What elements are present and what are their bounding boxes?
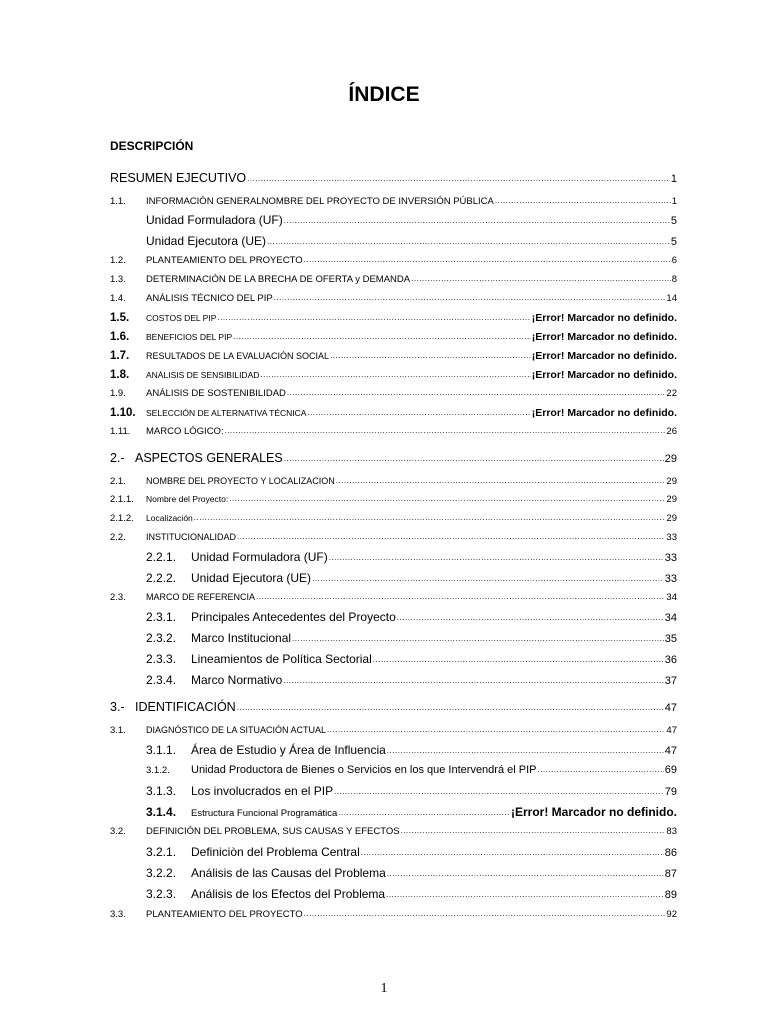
- toc-entry-page: 1: [671, 196, 677, 207]
- dot-leader: [386, 890, 664, 899]
- dot-leader: [267, 237, 670, 246]
- toc-entry-title: INSTITUCIONALIDAD: [146, 532, 237, 542]
- toc-entry[interactable]: [110, 407, 677, 419]
- toc-entry-page: 5: [670, 215, 677, 227]
- toc-entry-title: Nombre del Proyecto:: [146, 494, 229, 504]
- toc-entry-number: 3.1.1.: [146, 743, 177, 757]
- toc-entry-page: 47: [664, 745, 677, 757]
- toc-entry-number: 2.1.1.: [110, 494, 134, 505]
- dot-leader: [217, 313, 530, 322]
- toc-entry-title: Definiciòn del Problema Central: [191, 845, 360, 859]
- toc-entry-title: ANÁLISIS TÉCNICO DEL PIP: [146, 293, 273, 304]
- toc-entry-title: PLANTEAMIENTO DEL PROYECTO: [146, 909, 303, 920]
- toc-entry-title: Marco Normativo: [191, 673, 283, 687]
- toc-entry-title: Marco Institucional: [191, 631, 292, 645]
- toc-entry-title: DEFINICIÓN DEL PROBLEMA, SUS CAUSAS Y EFECTOS: [146, 826, 400, 837]
- toc-entry-page: ¡Error! Marcador no definido.: [531, 407, 677, 419]
- dot-leader: [247, 174, 670, 183]
- toc-entry-number: 1.10.: [110, 407, 136, 419]
- toc-entry[interactable]: [110, 171, 677, 185]
- dot-leader: [361, 848, 664, 857]
- toc-entry[interactable]: [110, 213, 677, 227]
- toc-entry-title: Unidad Productora de Bienes o Servicios en los que Intervendrá el PIP: [191, 764, 537, 776]
- toc-entry-page: 22: [666, 388, 677, 399]
- toc-entry-page: 69: [664, 764, 677, 776]
- toc-entry[interactable]: [110, 476, 677, 487]
- toc-entry-title: Estructura Funcional Programática: [191, 808, 338, 819]
- toc-entry-page: 14: [666, 293, 677, 304]
- dot-leader: [284, 216, 670, 225]
- toc-entry-title: ANÁLISIS DE SOSTENIBILIDAD: [146, 388, 286, 399]
- toc-entry[interactable]: [110, 255, 677, 266]
- toc-entry[interactable]: [146, 631, 677, 645]
- dot-leader: [329, 553, 664, 562]
- toc-entry-title: Unidad Formuladora (UF): [191, 550, 328, 564]
- toc-entry-title: Área de Estudio y Área de Influencia: [191, 743, 386, 757]
- dot-leader: [387, 869, 664, 878]
- toc-entry-number: 3.3.: [110, 909, 126, 920]
- toc-entry-page: 92: [666, 909, 677, 920]
- toc-entry-title: Análisis de los Efectos del Problema: [191, 887, 386, 901]
- toc-entry-number: 1.11.: [110, 426, 131, 437]
- toc-entry[interactable]: [146, 784, 677, 798]
- dot-leader: [274, 293, 666, 302]
- toc-entry-page: 47: [666, 725, 677, 736]
- toc-entry-title: ANÁLISIS DE SENSIBILIDAD: [146, 370, 260, 380]
- toc-entry[interactable]: [110, 725, 677, 736]
- toc-entry-number: 1.3.: [110, 274, 126, 285]
- toc-entry-number: 1.7.: [110, 350, 130, 362]
- toc-entry[interactable]: [146, 571, 677, 585]
- toc-entry-number: 2.3.4.: [146, 673, 177, 687]
- dot-leader: [225, 426, 666, 435]
- dot-leader: [401, 826, 666, 835]
- toc-entry-number: 1.4.: [110, 293, 126, 304]
- toc-entry-page: ¡Error! Marcador no definido.: [531, 312, 677, 324]
- toc-entry[interactable]: [146, 845, 677, 859]
- toc-entry-title: DETERMINACIÓN DE LA BRECHA DE OFERTA y DEMANDA: [146, 274, 411, 285]
- toc-entry-title: ASPECTOS GENERALES: [135, 451, 283, 465]
- toc-entry-number: 3.1.: [110, 725, 126, 736]
- toc-entry-title: BENEFICIOS DEL PIP: [146, 332, 233, 342]
- toc-entry-page: 6: [671, 255, 677, 266]
- toc-entry[interactable]: [146, 652, 677, 666]
- toc-entry-number: 2.2.1.: [146, 550, 177, 564]
- dot-leader: [537, 765, 663, 774]
- toc-entry-title: COSTOS DEL PIP: [146, 313, 217, 323]
- toc-entry-page: 34: [666, 592, 677, 603]
- toc-entry-number: 3.1.2.: [146, 765, 170, 776]
- dot-leader: [233, 332, 531, 341]
- toc-entry-number: 3.1.4.: [146, 805, 177, 819]
- page-title: ÍNDICE: [348, 83, 420, 106]
- toc-entry-title: RESULTADOS DE LA EVALUACIÓN SOCIAL: [146, 351, 330, 361]
- footer-page-number: 1: [380, 981, 388, 996]
- toc-entry-number: 2.-: [110, 451, 125, 465]
- toc-entry[interactable]: [146, 805, 677, 819]
- toc-entry-title: Unidad Ejecutora (UE): [191, 571, 312, 585]
- dot-leader: [256, 592, 665, 601]
- toc-entry-number: 2.1.: [110, 476, 126, 487]
- toc-entry-title: Unidad Formuladora (UF): [146, 213, 283, 227]
- toc-entry-title: MARCO DE REFERENCIA: [146, 592, 256, 602]
- toc-entry-number: 2.1.2.: [110, 513, 134, 524]
- toc-entry-number: 1.2.: [110, 255, 126, 266]
- dot-leader: [307, 408, 530, 417]
- toc-entry-title: IDENTIFICACIÓN: [135, 700, 236, 714]
- dot-leader: [304, 909, 666, 918]
- dot-leader: [283, 676, 663, 685]
- toc-entry-number: 2.2.2.: [146, 571, 177, 585]
- toc-entry[interactable]: [110, 331, 677, 343]
- toc-entry-number: 3.2.2.: [146, 866, 177, 880]
- dot-leader: [260, 370, 530, 379]
- toc-entry-page: 29: [666, 494, 677, 505]
- toc-entry-number: 3.1.3.: [146, 784, 177, 798]
- toc-entry[interactable]: [110, 426, 677, 437]
- toc-entry-number: 3.2.1.: [146, 845, 177, 859]
- toc-entry-page: 26: [666, 426, 677, 437]
- toc-entry-title: SELECCIÓN DE ALTERNATIVA TÉCNICA: [146, 408, 307, 418]
- toc-entry-title: INFORMACIÓN GENERALNOMBRE DEL PROYECTO DE INVERSIÓN PÚBLICA: [146, 196, 494, 207]
- dot-leader: [292, 634, 664, 643]
- toc-entry-page: 83: [666, 826, 677, 837]
- toc-entry-page: 87: [664, 868, 677, 880]
- toc-entry[interactable]: [110, 532, 677, 543]
- toc-entry[interactable]: [110, 196, 677, 207]
- toc-entry[interactable]: [110, 909, 677, 920]
- toc-entry[interactable]: [110, 388, 677, 399]
- toc-entry-page: ¡Error! Marcador no definido.: [531, 369, 677, 381]
- toc-entry-title: Los involucrados en el PIP: [191, 784, 334, 798]
- toc-entry-page: 33: [664, 552, 677, 564]
- toc-entry-number: 1.9.: [110, 388, 126, 399]
- section-heading: DESCRIPCIÓN: [110, 139, 194, 153]
- dot-leader: [304, 255, 671, 264]
- toc-entry-page: 29: [666, 513, 677, 524]
- toc-entry[interactable]: [110, 592, 677, 603]
- dot-leader: [327, 725, 665, 734]
- toc-entry-number: 3.2.: [110, 826, 126, 837]
- toc-entry[interactable]: [110, 274, 677, 285]
- dot-leader: [397, 613, 664, 622]
- toc-entry[interactable]: [110, 234, 677, 248]
- toc-entry-page: 36: [664, 654, 677, 666]
- dot-leader: [338, 808, 510, 817]
- toc-entry-page: 29: [666, 476, 677, 487]
- toc-entry[interactable]: [146, 887, 677, 901]
- toc-entry-number: 2.3.1.: [146, 610, 177, 624]
- toc-entry[interactable]: [110, 826, 677, 837]
- toc-entry[interactable]: [110, 350, 677, 362]
- toc-entry-page: ¡Error! Marcador no definido.: [510, 805, 677, 819]
- toc-entry-title: DIAGNÓSTICO DE LA SITUACIÓN ACTUAL: [146, 725, 327, 735]
- toc-entry-title: Principales Antecedentes del Proyecto: [191, 610, 396, 624]
- dot-leader: [287, 388, 666, 397]
- toc-entry-page: 34: [664, 612, 677, 624]
- dot-leader: [284, 454, 664, 463]
- toc-entry-title: Lineamientos de Política Sectorial: [191, 652, 372, 666]
- toc-entry-page: 89: [664, 889, 677, 901]
- toc-entry[interactable]: [110, 369, 677, 381]
- dot-leader: [237, 532, 665, 541]
- toc-entry-page: 79: [664, 786, 677, 798]
- dot-leader: [411, 274, 671, 283]
- toc-entry-page: 29: [664, 453, 677, 465]
- toc-entry[interactable]: [110, 293, 677, 304]
- toc-entry-number: 1.5.: [110, 312, 130, 324]
- dot-leader: [334, 787, 664, 796]
- dot-leader: [330, 351, 531, 360]
- toc-entry-number: 1.1.: [110, 196, 126, 207]
- toc-entry-number: 1.6.: [110, 331, 130, 343]
- toc-entry-number: 3.2.3.: [146, 887, 177, 901]
- toc-entry[interactable]: [110, 494, 677, 505]
- toc-entry-title: Unidad Ejecutora (UE): [146, 234, 267, 248]
- toc-entry[interactable]: [146, 610, 677, 624]
- toc-entry[interactable]: [146, 764, 677, 776]
- toc-entry-page: 35: [664, 633, 677, 645]
- toc-entry-title: PLANTEAMIENTO DEL PROYECTO: [146, 255, 303, 266]
- toc-entry-number: 2.3.2.: [146, 631, 177, 645]
- toc-entry[interactable]: [110, 700, 677, 714]
- toc-entry-page: 1: [670, 173, 677, 185]
- toc-entry-page: 47: [664, 702, 677, 714]
- toc-entry[interactable]: [110, 513, 677, 524]
- dot-leader: [495, 196, 671, 205]
- dot-leader: [237, 703, 664, 712]
- toc-entry[interactable]: [146, 550, 677, 564]
- dot-leader: [336, 476, 666, 485]
- toc-entry[interactable]: [110, 312, 677, 324]
- dot-leader: [194, 513, 666, 522]
- toc-entry-title: MARCO LÓGICO:: [146, 426, 224, 437]
- toc-entry-page: ¡Error! Marcador no definido.: [531, 331, 677, 343]
- toc-entry[interactable]: [146, 673, 677, 687]
- toc-entry-page: 33: [666, 532, 677, 543]
- toc-entry[interactable]: [146, 866, 677, 880]
- toc-entry-number: 1.8.: [110, 369, 130, 381]
- toc-entry-number: 2.3.3.: [146, 652, 177, 666]
- toc-entry-page: 37: [664, 675, 677, 687]
- toc-entry-page: 8: [671, 274, 677, 285]
- toc-entry-title: RESUMEN EJECUTIVO: [110, 171, 247, 185]
- toc-entry-number: 3.-: [110, 700, 125, 714]
- dot-leader: [387, 746, 664, 755]
- toc-entry-number: 2.2.: [110, 532, 126, 543]
- toc-entry-page: 86: [664, 847, 677, 859]
- toc-entry[interactable]: [110, 451, 677, 465]
- toc-entry-page: ¡Error! Marcador no definido.: [531, 350, 677, 362]
- toc-entry-title: Localización: [146, 513, 193, 523]
- toc-entry-title: Análisis de las Causas del Problema: [191, 866, 386, 880]
- toc-entry-page: 33: [664, 573, 677, 585]
- toc-entry[interactable]: [146, 743, 677, 757]
- dot-leader: [373, 655, 664, 664]
- dot-leader: [312, 574, 664, 583]
- toc-entry-page: 5: [670, 236, 677, 248]
- toc-entry-number: 2.3.: [110, 592, 126, 603]
- toc-entry-title: NOMBRE DEL PROYECTO Y LOCALIZACION: [146, 476, 335, 486]
- dot-leader: [229, 494, 665, 503]
